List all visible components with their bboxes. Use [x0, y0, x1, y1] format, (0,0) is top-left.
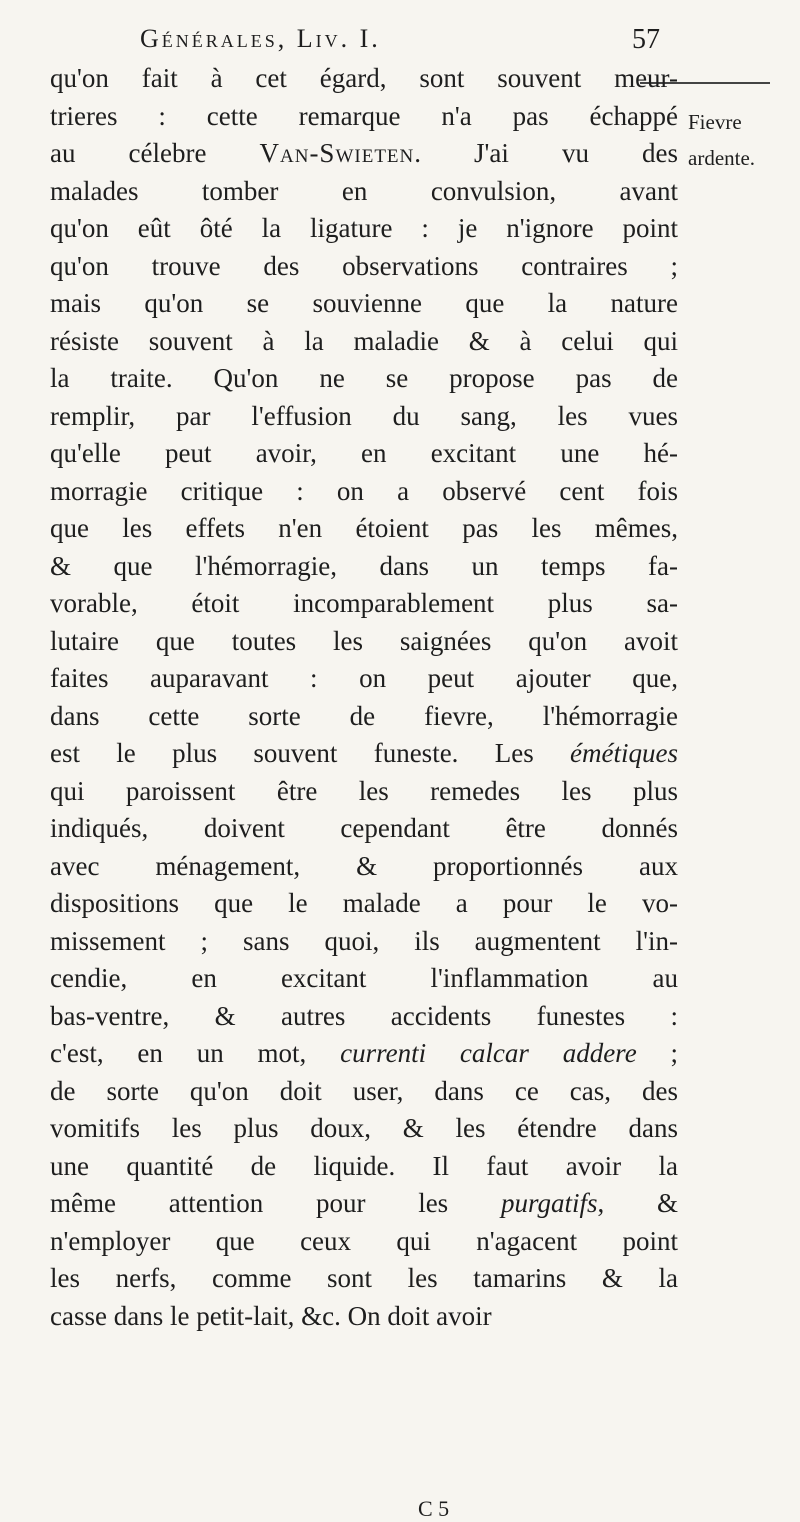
text-run: c'est, en un mot, — [50, 1038, 341, 1068]
text-line: malades tomber en convulsion, avant — [50, 175, 678, 206]
person-name: Van-Swieten — [259, 138, 415, 168]
signature-mark: C 5 — [418, 1496, 450, 1521]
text-run: est le plus souvent funeste. Les — [50, 738, 571, 768]
text-run: au célebre — [50, 138, 260, 168]
text-line: morragie critique : on a observé cent fois — [50, 475, 678, 506]
text-line: une quantité de liquide. Il faut avoir la — [50, 1150, 678, 1181]
text-line: résiste souvent à la maladie & à celui qui — [50, 325, 678, 356]
text-run: même attention pour les — [50, 1188, 501, 1218]
latin-phrase: currenti calcar addere — [340, 1038, 637, 1068]
margin-note-line: Fievre — [688, 110, 742, 134]
text-line: dispositions que le malade a pour le vo- — [50, 888, 678, 918]
margin-note-line: ardente. — [688, 146, 756, 170]
text-line: dans cette sorte de fievre, l'hémorragie — [50, 700, 678, 731]
text-line: avec ménagement, & proportionnés aux — [50, 850, 678, 881]
text-line: les nerfs, comme sont les tamarins & la — [50, 1263, 678, 1293]
text-line: vomitifs les plus doux, & les étendre dans — [50, 1113, 678, 1143]
text-line: cendie, en excitant l'inflammation au — [50, 963, 678, 993]
text-run: , & — [597, 1188, 678, 1218]
text-line: bas-ventre, & autres accidents funestes : — [50, 1000, 678, 1031]
text-line — [50, 1185, 678, 1223]
text-line: de sorte qu'on doit user, dans ce cas, des — [50, 1075, 678, 1106]
text-line: remplir, par l'effusion du sang, les vues — [50, 400, 678, 431]
italic-term: émétiques — [570, 738, 678, 768]
text-line: que les effets n'en étoient pas les mêmes, — [50, 513, 678, 543]
text-line: qui paroissent être les remedes les plus — [50, 775, 678, 806]
text-line: mais qu'on se souvienne que la nature — [50, 288, 678, 318]
text-run: ; — [636, 1038, 678, 1068]
text-line: qu'on trouve des observations contraires ; — [50, 250, 678, 281]
text-line: vorable, étoit incomparablement plus sa- — [50, 588, 678, 618]
margin-note — [688, 104, 798, 176]
page-header — [100, 20, 660, 60]
text-line: qu'on eût ôté la ligature : je n'ignore point — [50, 213, 678, 243]
text-line — [50, 1035, 678, 1073]
text-line: la traite. Qu'on ne se propose pas de — [50, 363, 678, 393]
text-line: & que l'hémorragie, dans un temps fa- — [50, 550, 678, 581]
text-line: indiqués, doivent cependant être donnés — [50, 813, 678, 843]
text-line: qu'on fait à cet égard, sont souvent meur- — [50, 63, 678, 93]
text-line: casse dans le petit-lait, &c. On doit avoir — [50, 1300, 492, 1331]
italic-term: purgatifs — [500, 1188, 598, 1218]
text-line: qu'elle peut avoir, en excitant une hé- — [50, 438, 678, 468]
text-line: n'employer que ceux qui n'agacent point — [50, 1225, 678, 1256]
text-run: . J'ai vu des — [414, 138, 678, 168]
text-line: missement ; sans quoi, ils augmentent l'in- — [50, 925, 678, 956]
page-number: 57 — [632, 24, 660, 55]
text-line: lutaire que toutes les saignées qu'on avoit — [50, 625, 678, 656]
running-title: Générales, Liv. I. — [140, 24, 381, 53]
text-line: trieres : cette remarque n'a pas échappé — [50, 100, 678, 131]
body-text — [50, 60, 678, 1335]
text-line — [50, 735, 678, 773]
text-line: faites auparavant : on peut ajouter que, — [50, 663, 678, 693]
text-line — [50, 135, 678, 173]
